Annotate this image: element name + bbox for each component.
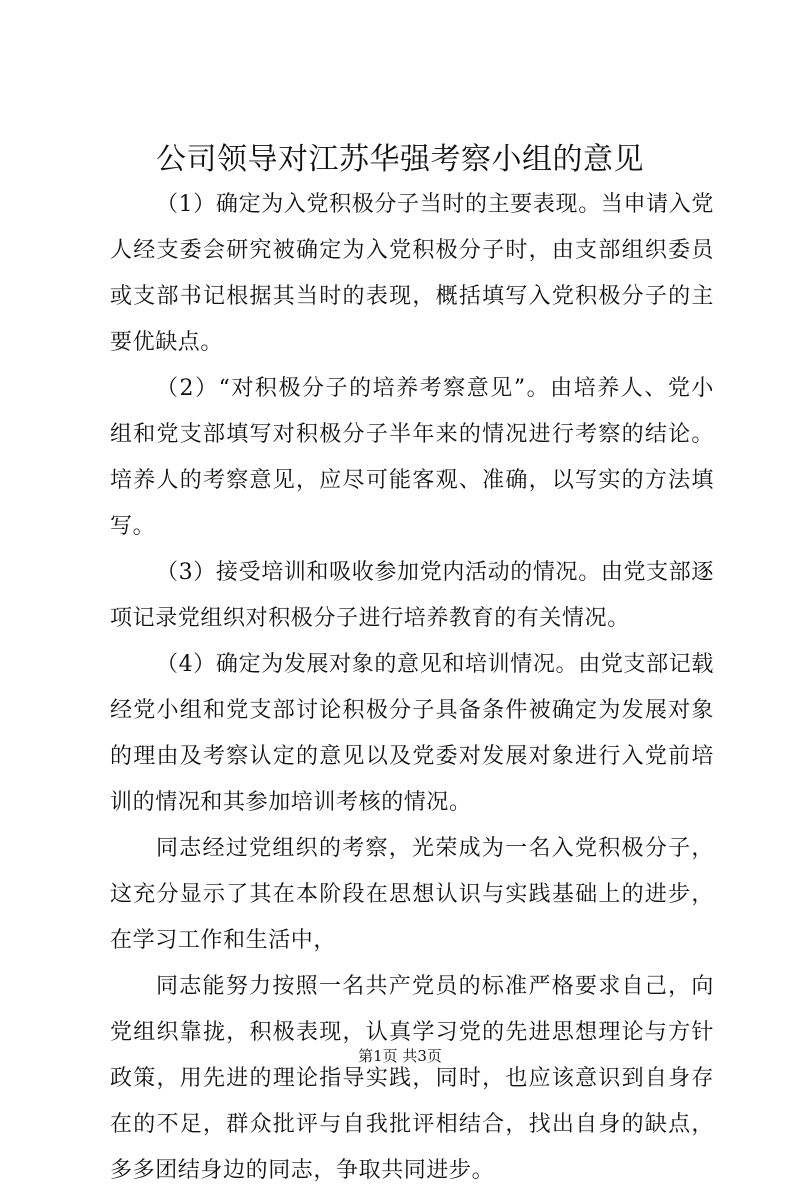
paragraph-6: 同志能努力按照一名共产党员的标准严格要求自己，向党组织靠拢，积极表现，认真学习党的先进思想理论与方针政策，用先进的理论指导实践，同时，也应该意识到自身存在的不足，群众批评与自我批评相结合，找出自身的缺点，多多团结身边的同志，争取共同进步。 [110, 974, 714, 1183]
paragraph-1: （1）确定为入党积极分子当时的主要表现。当申请入党人经支委会研究被确定为入党积极分子时，由支部组织委员或支部书记根据其当时的表现，概括填写入党积极分子的主要优缺点。 [110, 192, 714, 355]
document-body [110, 182, 714, 1194]
paragraph-5: 同志经过党组织的考察，光荣成为一名入党积极分子，这充分显示了其在本阶段在思想认识与实践基础上的进步，在学习工作和生活中， [110, 836, 714, 953]
paragraph-3: （3）接受培训和吸收参加党内活动的情况。由党支部逐项记录党组织对积极分子进行培养教育的有关情况。 [110, 560, 714, 631]
paragraph-2: （2）“对积极分子的培养考察意见”。由培养人、党小组和党支部填写对积极分子半年来的情况进行考察的结论。培养人的考察意见，应尽可能客观、准确，以写实的方法填写。 [110, 376, 714, 539]
paragraph-4: （4）确定为发展对象的意见和培训情况。由党支部记载经党小组和党支部讨论积极分子具备条件被确定为发展对象的理由及考察认定的意见以及党委对发展对象进行入党前培训的情况和其参加培训考核的情况。 [110, 652, 714, 815]
page-footer: 第1页 共3页 [358, 1047, 442, 1065]
document-title: 公司领导对江苏华强考察小组的意见 [156, 142, 644, 177]
